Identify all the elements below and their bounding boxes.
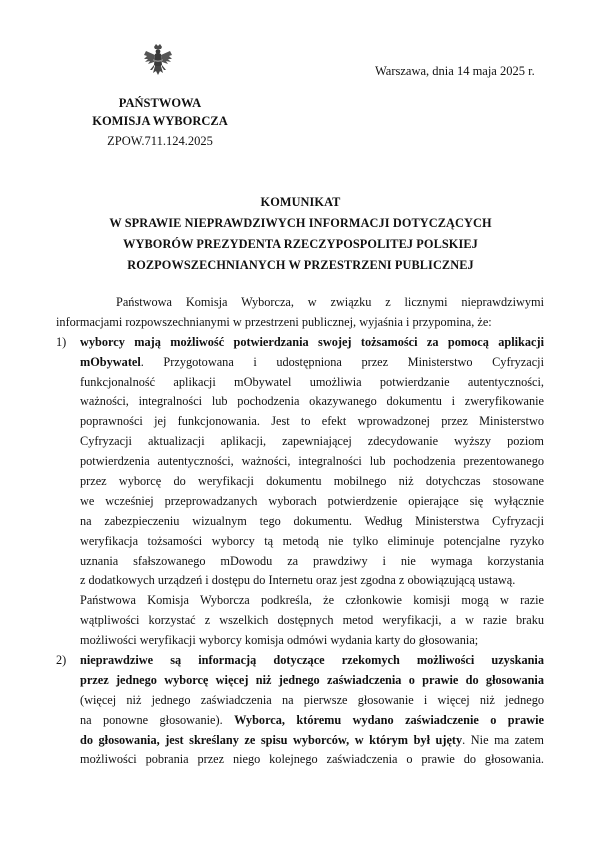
item-1-line-7: potwierdzenia autentyczności, ważności, integralności lub pochodzenia prezentowanego [80, 454, 544, 469]
item-1-line-4: ważności, integralności lub pochodzenia okazywanego dokumentu i zweryfikowanie [80, 394, 544, 409]
item-2-line-5-text: . Nie ma zatem [462, 732, 544, 747]
list-item-number: 2) [56, 653, 67, 668]
item-1-line-9: we wcześniej przeprowadzanych wyborach potwierdzenie opierające się wyłącznie [80, 493, 544, 508]
item-1-bold-heading: wyborcy mają możliwość potwierdzania swojej tożsamości za pomocą aplikacji [80, 334, 544, 349]
item-2-bold-line-2: przez jednego wyborcę więcej niż jednego zaświadczenia o prawie do głosowania [80, 672, 544, 687]
list-item-1 [56, 333, 544, 651]
intro-line-2: informacjami rozpowszechnianymi w przestrzeni publicznej, wyjaśnia i przypomina, że: [56, 314, 492, 329]
item-1-line-8: przez wyborcę do weryfikacji dokumentu mobilnego niż dotychczas stosowane [80, 474, 544, 489]
office-name-line-1: PAŃSTWOWA [118, 96, 202, 110]
item-1-line-6: Cyfryzacji aktualizacji aplikacji, zapewniającej zdecydowanie wyższy poziom [80, 434, 544, 449]
document-body [56, 293, 544, 770]
item-1-line-1 [56, 333, 544, 353]
item-1-line-2-text: . Przygotowana i udostępniona przez Ministerstwo Cyfryzacji [140, 354, 544, 369]
item-2-line-3: (więcej niż jednego zaświadczenia na pierwsze głosowanie i więcej niż jednego [80, 692, 544, 707]
office-name-line-2: KOMISJA WYBORCZA [92, 114, 228, 128]
title-line-2: W SPRAWIE NIEPRAWDZIWYCH INFORMACJI DOTYCZĄCYCH [109, 216, 492, 230]
document-date: Warszawa, dnia 14 maja 2025 r. [375, 64, 535, 78]
item-1-bold-app: mObywatel [80, 354, 141, 369]
list-item-number: 1) [56, 334, 67, 349]
item-1-line-13: z dodatkowych urządzeń i dostępu do Internetu oraz jest zgodna z obowiązującą ustawą. [80, 573, 516, 588]
item-1-line-16: możliwości weryfikacji wyborcy komisja odmówi wydania karty do głosowania; [80, 633, 479, 648]
item-1-line-14: Państwowa Komisja Wyborcza podkreśla, że członkowie komisji mogą w razie [80, 593, 544, 608]
item-1-line-5: poprawności jej funkcjonowania. Jest to efekt wprowadzonej przez Ministerstwo [80, 414, 544, 429]
title-line-4: ROZPOWSZECHNIANYCH W PRZESTRZENI PUBLICZNEJ [127, 258, 474, 272]
item-2-line-2 [56, 671, 544, 691]
intro-line-1: Państwowa Komisja Wyborcza, w związku z licznymi nieprawdziwymi [116, 295, 544, 309]
item-2-line-4-text: na ponowne głosowanie). [80, 712, 235, 727]
item-2-line-1 [56, 651, 544, 671]
item-2-line-5 [56, 731, 544, 751]
item-1-line-11: weryfikacja tożsamości wyborcy tą metodą nie tylko eliminuje potencjalne ryzyko [80, 533, 544, 548]
reference-number: ZPOW.711.124.2025 [107, 134, 213, 148]
item-2-bold-line-4: Wyborca, któremu wydano zaświadczenie o prawie [234, 712, 544, 727]
item-2-bold-line-5: do głosowania, jest skreślany ze spisu wyborców, w którym był ujęty [80, 732, 463, 747]
item-2-bold-line-1: nieprawdziwe są informacją dotyczące rzekomych możliwości uzyskania [80, 653, 544, 668]
item-2-line-4 [56, 711, 544, 731]
item-1-line-12: uznania sfałszowanego mDowodu za prawdziwy i nie wymaga korzystania [80, 553, 544, 568]
list-item-2 [56, 651, 544, 770]
polish-eagle-emblem-icon [143, 43, 173, 79]
item-1-line-2 [56, 353, 544, 373]
item-1-line-10: na zabezpieczeniu wizualnym tego dokumentu. Według Ministerstwa Cyfryzacji [80, 513, 544, 528]
item-2-line-6: możliwości pobrania przez niego kolejnego zaświadczenia o prawie do głosowania. [80, 752, 544, 767]
item-1-line-15: wątpliwości korzystać z wszelkich dostępnych metod weryfikacji, a w razie braku [80, 613, 544, 628]
title-line-1: KOMUNIKAT [260, 195, 341, 209]
title-line-3: WYBORÓW PREZYDENTA RZECZYPOSPOLITEJ POLSKIEJ [123, 237, 478, 251]
item-1-line-3: funkcjonalność aplikacji mObywatel umożliwia potwierdzanie autentyczności, [80, 374, 544, 389]
